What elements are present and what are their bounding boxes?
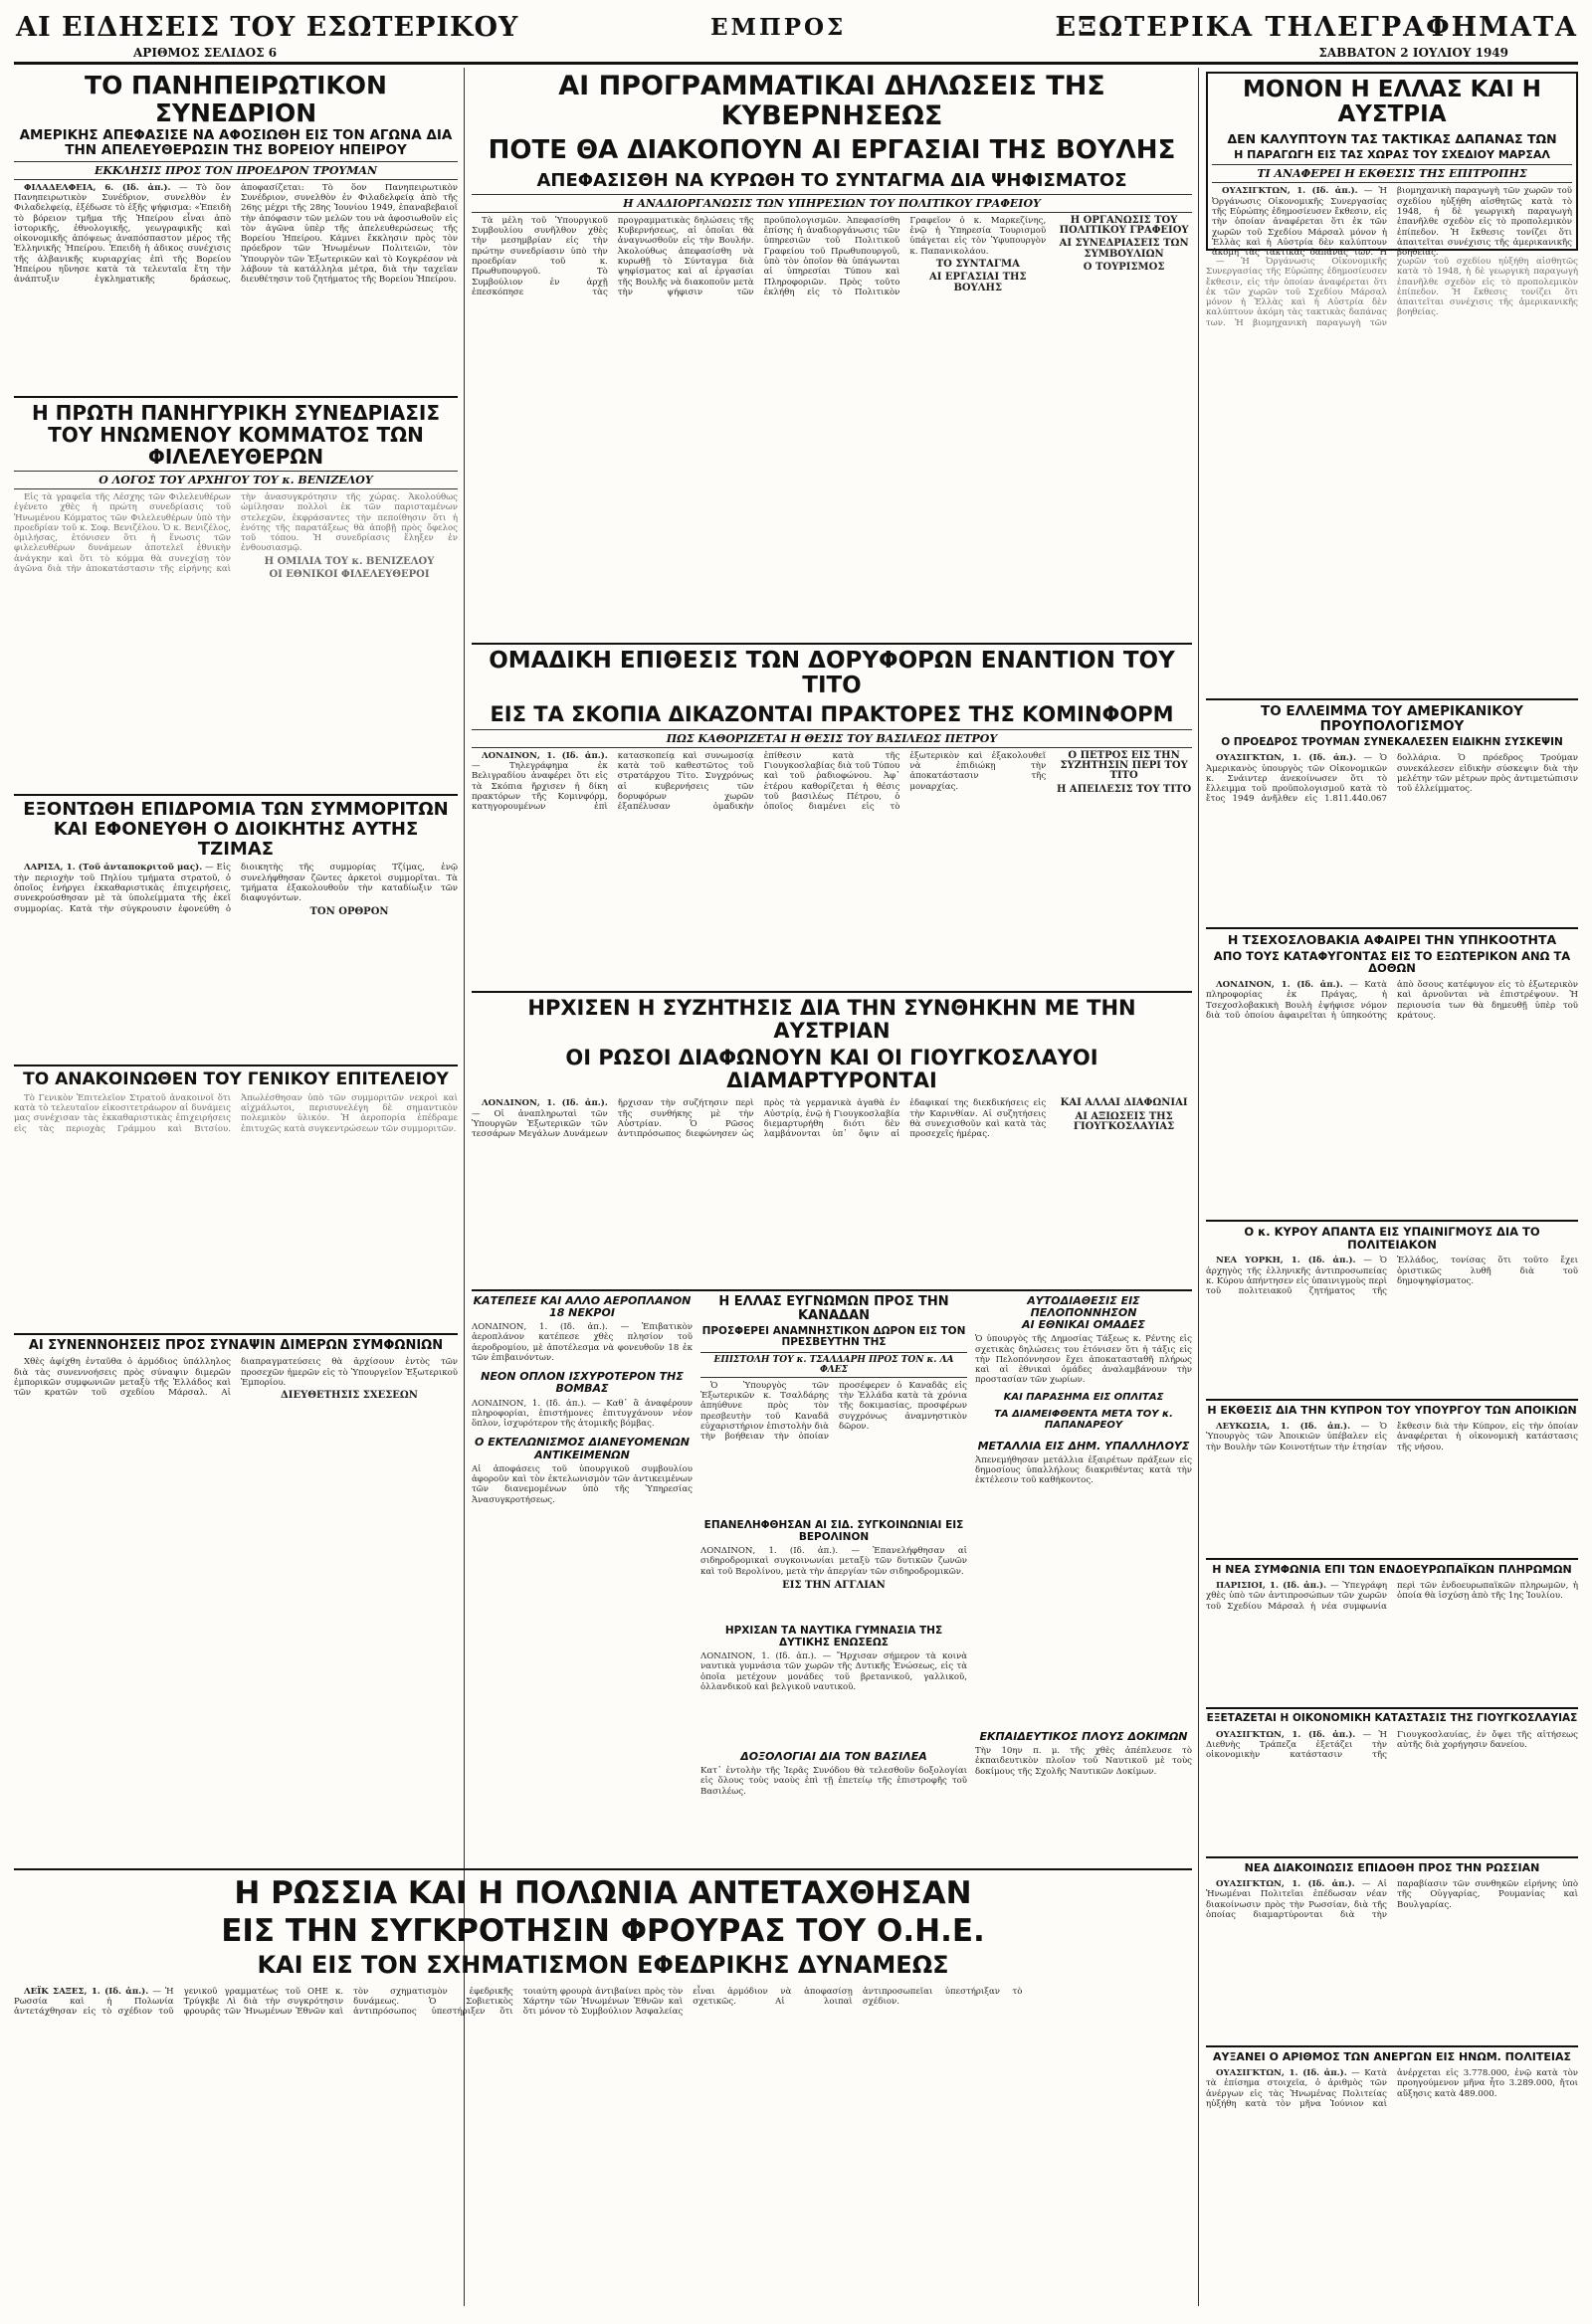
- body-text: ΛΟΝΔΙΝΟΝ, 1. (Ιδ. ἀπ.). — Ἐπανελήφθησαν αἱ σιδηροδρομικαὶ συγκοινωνίαι μεταξὺ τῶν δυτικῶν ζωνῶν καὶ τοῦ Βερολίνου, μετὰ τὴν ἀπεργίαν τῶν σιδηροδρομικῶν.: [700, 1546, 967, 1577]
- body-text: ΛΟΝΔΙΝΟΝ, 1. (Ιδ. ἀπ.). — Ἐπιβατικὸν ἀεροπλάνον κατέπεσε χθὲς πλησίον τοῦ ἀεροδρομίου, μὲ ἀποτέλεσμα νὰ φονευθοῦν 18 ἐκ τῶν ἐπιβαινόντων.: [472, 1322, 693, 1364]
- headline: ΗΡΧΙΣΕΝ Η ΣΥΖΗΤΗΣΙΣ ΔΙΑ ΤΗΝ ΣΥΝΘΗΚΗΝ ΜΕ ΤΗΝ ΑΥΣΤΡΙΑΝ: [527, 996, 1136, 1044]
- subheadline: ΕΙΣ ΤΗΝ ΣΥΓΚΡΟΤΗΣΙΝ ΦΡΟΥΡΑΣ ΤΟΥ Ο.Η.Ε.: [221, 1913, 985, 1950]
- subheadline: ΔΕΝ ΚΑΛΥΠΤΟΥΝ ΤΑΣ ΤΑΚΤΙΚΑΣ ΔΑΠΑΝΑΣ ΤΩΝ: [1227, 130, 1557, 146]
- article-cyprus: [1206, 1405, 1578, 1554]
- headline: ΤΟ ΠΑΝΗΠΕΙΡΩΤΙΚΟΝ ΣΥΝΕΔΡΙΟΝ: [85, 71, 387, 127]
- article-body: [1206, 2068, 1578, 2277]
- body-text: — Ἡ Ὀργάνωσις Οἰκονομικῆς Συνεργασίας τῆς Εὐρώπης ἐδημοσίευσεν ἔκθεσιν, εἰς τὴν ὁποίαν ἀναφέρεται ὅτι ἐκ τῶν χωρῶν τοῦ Σχεδίου Μάρσαλ μόνον ἡ Ἑλλὰς καὶ ἡ Αὐστρία δὲν καλύπτουν ἀκόμη τὰς τακτικὰς δαπάνας των. Ἡ βιομηχανικὴ παραγωγὴ τῶν χωρῶν τοῦ σχεδίου ηὐξήθη αἰσθητῶς κατὰ τὸ 1948, ἡ δὲ γεωργικὴ παραγωγὴ ἐπανῆλθε σχεδὸν εἰς τὸ προπολεμικὸν ἐπίπεδον. Ἡ ἔκθεσις τονίζει ὅτι ἀπαιτεῖται συνέχισις τῆς ἀμερικανικῆς βοηθείας.: [1206, 257, 1578, 328]
- headline: ΤΟ ΑΝΑΚΟΙΝΩΘΕΝ ΤΟΥ ΓΕΝΙΚΟΥ ΕΠΙΤΕΛΕΙΟΥ: [23, 1069, 449, 1089]
- divider: [14, 1065, 458, 1066]
- divider: [1206, 1707, 1578, 1709]
- article-body: [472, 216, 1192, 614]
- dateline: ΟΥΑΣΙΓΚΤΩΝ, 1. (Ιδ. ἀπ.).: [1216, 753, 1356, 764]
- kicker: Ο ΛΟΓΟΣ ΤΟΥ ΑΡΧΗΓΟΥ ΤΟΥ κ. ΒΕΝΙΖΕΛΟΥ: [14, 471, 458, 489]
- section-subhead: ΑΙ ΣΥΝΕΔΡΙΑΣΕΙΣ ΤΩΝ ΣΥΜΒΟΥΛΙΩΝ: [1059, 238, 1189, 260]
- section-subhead: ΟΙ ΕΘΝΙΚΟΙ ΦΙΛΕΛΕΥΘΕΡΟΙ: [269, 569, 430, 581]
- headline: ΑΥΞΑΝΕΙ Ο ΑΡΙΘΜΟΣ ΤΩΝ ΑΝΕΡΓΩΝ ΕΙΣ ΗΝΩΜ. ΠΟΛΙΤΕΙΑΣ: [1213, 2050, 1571, 2063]
- issue-date: ΣΑΒΒΑΤΟΝ 2 ΙΟΥΛΙΟΥ 1949: [1318, 46, 1508, 60]
- section-subhead: ΔΙΕΥΘΕΤΗΣΙΣ ΣΧΕΣΕΩΝ: [281, 1390, 418, 1402]
- headline: Η ΕΚΘΕΣΙΣ ΔΙΑ ΤΗΝ ΚΥΠΡΟΝ ΤΟΥ ΥΠΟΥΡΓΟΥ ΤΩΝ ΑΠΟΙΚΙΩΝ: [1207, 1404, 1577, 1417]
- article-body: [1206, 257, 1578, 684]
- article-body: [14, 183, 458, 422]
- body-text: Τὸ Γενικὸν Ἐπιτελεῖον Στρατοῦ ἀνακοινοῖ ὅτι κατὰ τὸ τελευταῖον εἰκοσιτετράωρον αἱ δυνάμεις μας συνέχισαν τὰς ἐκκαθαριστικὰς ἐπιχειρήσεις εἰς τὰς περιοχὰς Γράμμου καὶ Βιτσίου. Ἀπωλέσθησαν ὑπὸ τῶν συμμοριτῶν νεκροὶ καὶ αἰχμάλωτοι, περισυνελέγη δὲ σημαντικὸν πολεμικὸν ὑλικόν. Ἡ ἀεροπορία ἐπέδραμε ἐπιτυχῶς κατὰ συγκεντρώσεων τῶν συμμοριτῶν.: [14, 1092, 458, 1134]
- headline: ΑΙ ΣΥΝΕΝΝΟΗΣΕΙΣ ΠΡΟΣ ΣΥΝΑΨΙΝ ΔΙΜΕΡΩΝ ΣΥΜΦΩΝΙΩΝ: [28, 1338, 444, 1353]
- newspaper-name: ΕΜΠΡΟΣ: [710, 14, 847, 41]
- article-bandits: [14, 800, 458, 1061]
- body-text: — Τὸ ὅον Πανηπειρωτικὸν Συνέδριον, συνελθὸν ἐν Φιλαδελφείᾳ, ἐξέδωσε τὸ ἑξῆς ψήφισμα: «Ἐπειδὴ τὸ βόρειον τμῆμα τῆς Ἠπείρου εἶναι ἀπὸ ἱστορικῆς, ἐθνολογικῆς, γεωγραφικῆς καὶ οἰκονομικῆς ἀπόψεως ἀναπόσπαστον μέρος τῆς Ἑλληνικῆς Ἠπείρου. Ἐπειδὴ ἡ ἀδικος συνέχισις τῆς ἀλβανικῆς κυριαρχίας ἐπὶ τῆς Βορείου Ἠπείρου ηὔνησε κατὰ τὰ τελευταῖα ἔτη τὴν ἀνάπτυξιν ἐγκληματικῆς δράσεως, ἀποφασίζεται: Τὸ ὅον Πανηπειρωτικὸν Συνέδριον, συνελθὸν ἐν Φιλαδελφείᾳ ἀπὸ τῆς 26ης μέχρι τῆς 28ης Ἰουνίου 1949, ἐπαναβεβαιοῖ τὴν ἀπόφασιν τῶν μελῶν του νὰ ἀφοσιωθοῦν εἰς τὸν ἀγῶνα ὑπὲρ τῆς ἀπελευθερώσεως τῆς Βορείου Ἠπείρου. Κάμνει ἔκκλησιν πρὸς τὸν πρόεδρον τῶν Ἡνωμένων Πολιτειῶν, τὸν Ὑπουργὸν τῶν Ἐξωτερικῶν καὶ τὸ Κογκρέσον νὰ λάβουν τὰ κατάλληλα μέτρα, διὰ τὴν ταχεῖαν διευθέτησιν τοῦ ζητήματος τῆς Βορείου Ἠπείρου.: [14, 182, 458, 286]
- section-subhead: Η ΟΜΙΛΙΑ ΤΟΥ κ. ΒΕΝΙΖΕΛΟΥ: [264, 555, 435, 567]
- body-text: Τὴν 10ην π. μ. τῆς χθὲς ἀπέπλευσε τὸ ἐκπαιδευτικὸν πλοῖον τοῦ Ναυτικοῦ μὲ τοὺς δοκίμους τῆς Σχολῆς Ναυτικῶν Δοκίμων.: [975, 1746, 1192, 1777]
- subheadline: ΠΟΤΕ ΘΑ ΔΙΑΚΟΠΟΥΝ ΑΙ ΕΡΓΑΣΙΑΙ ΤΗΣ ΒΟΥΛΗΣ: [488, 135, 1176, 166]
- article-kyrou: [1206, 1226, 1578, 1395]
- article-czechoslovakia: [1206, 933, 1578, 1216]
- subheadline: ΟΙ ΡΩΣΟΙ ΔΙΑΦΩΝΟΥΝ ΚΑΙ ΟΙ ΓΙΟΥΓΚΟΣΛΑΥΟΙ ΔΙΑΜΑΡΤΥΡΟΝΤΑΙ: [565, 1046, 1098, 1093]
- divider: [472, 643, 1192, 645]
- kicker: ΠΩΣ ΚΑΘΟΡΙΖΕΤΑΙ Η ΘΕΣΙΣ ΤΟΥ ΒΑΣΙΛΕΩΣ ΠΕΤΡΟΥ: [472, 729, 1192, 748]
- article-tito: [472, 649, 1192, 987]
- kicker: ΕΚΚΛΗΣΙΣ ΠΡΟΣ ΤΟΝ ΠΡΟΕΔΡΟΝ ΤΡΟΥΜΑΝ: [14, 161, 458, 180]
- subheadline: Η ΠΑΡΑΓΩΓΗ ΕΙΣ ΤΑΣ ΧΩΡΑΣ ΤΟΥ ΣΧΕΔΙΟΥ ΜΑΡΣΑΛ: [1234, 148, 1550, 162]
- dateline: ΛΟΝΔΙΝΟΝ, 1. (Ιδ. ἀπ.).: [482, 1098, 608, 1109]
- headline: ΜΟΝΟΝ Η ΕΛΛΑΣ ΚΑΙ Η ΑΥΣΤΡΙΑ: [1242, 77, 1542, 128]
- section-subhead: ΕΙΣ ΤΗΝ ΑΓΓΛΙΑΝ: [782, 1579, 886, 1591]
- body-text: ΛΟΝΔΙΝΟΝ, 1. (Ιδ. ἀπ.). — Ἤρχισαν σήμερον τὰ κοινὰ ναυτικὰ γυμνάσια τῶν χωρῶν τῆς Δυτικῆς Ἑνώσεως, εἰς τὰ ὁποῖα μετέχουν μονάδες τοῦ βρετανικοῦ, γαλλικοῦ, ὁλλανδικοῦ καὶ βελγικοῦ ναυτικοῦ.: [700, 1651, 967, 1692]
- headline: Η ΠΡΩΤΗ ΠΑΝΗΓΥΡΙΚΗ ΣΥΝΕΔΡΙΑΣΙΣ ΤΟΥ ΗΝΩΜΕΝΟΥ ΚΟΜΜΑΤΟΣ ΤΩΝ ΦΙΛΕΛΕΥΘΕΡΩΝ: [31, 401, 441, 469]
- headline: ΝΕΟΝ ΟΠΛΟΝ ΙΣΧΥΡΟΤΕΡΟΝ ΤΗΣ ΒΟΜΒΑΣ: [481, 1370, 684, 1396]
- section-subhead: Η ΟΡΓΑΝΩΣΙΣ ΤΟΥ ΠΟΛΙΤΙΚΟΥ ΓΡΑΦΕΙΟΥ: [1059, 214, 1189, 237]
- dateline: ΟΥΑΣΙΓΚΤΩΝ, 1. (Ιδ. ἀπ.).: [1216, 2068, 1347, 2079]
- section-subhead: Ο ΤΟΥΡΙΣΜΟΣ: [1083, 261, 1165, 273]
- article-body: [1206, 1879, 1578, 2033]
- article-epirus-congress: [14, 72, 458, 392]
- section-subhead: ΑΙ ΑΞΙΩΣΕΙΣ ΤΗΣ ΓΙΟΥΓΚΟΣΛΑΥΙΑΣ: [1073, 1110, 1175, 1132]
- article-austria-treaty: [472, 997, 1192, 1285]
- article-body: [14, 1987, 1192, 2285]
- headline: ΑΙ ΠΡΟΓΡΑΜΜΑΤΙΚΑΙ ΔΗΛΩΣΕΙΣ ΤΗΣ ΚΥΒΕΡΝΗΣΕΩΣ: [558, 71, 1105, 131]
- article-body: [1206, 1730, 1578, 1843]
- divider: [472, 1289, 1192, 1291]
- dateline: ΟΥΑΣΙΓΚΤΩΝ, 1. (Ιδ. ἀπ.).: [1216, 1729, 1356, 1740]
- divider: [14, 1333, 458, 1335]
- masthead: [14, 12, 1578, 60]
- section-title-domestic: ΑΙ ΕΙΔΗΣΕΙΣ ΤΟΥ ΕΣΩΤΕΡΙΚΟΥ: [16, 12, 519, 43]
- body-text: — Ἡ Ὀργάνωσις Οἰκονομικῆς Συνεργασίας τῆς Εὐρώπης ἐδημοσίευσεν ἔκθεσιν, εἰς τὴν ὁποίαν ἀναφέρεται ὅτι ἐκ τῶν χωρῶν τοῦ Σχεδίου Μάρσαλ μόνον ἡ Ἑλλὰς καὶ ἡ Αὐστρία δὲν καλύπτουν ἀκόμη τὰς τακτικὰς δαπάνας των. Ἡ βιομηχανικὴ παραγωγὴ τῶν χωρῶν τοῦ σχεδίου ηὐξήθη αἰσθητῶς κατὰ τὸ 1948, ἡ δὲ γεωργικὴ παραγωγὴ ἐπανῆλθε σχεδὸν εἰς τὸ προπολεμικὸν ἐπίπεδον. Ἡ ἔκθεσις τονίζει ὅτι ἀπαιτεῖται συνέχισις τῆς ἀμερικανικῆς βοηθείας.: [1212, 186, 1572, 259]
- dateline: ΠΑΡΙΣΙΟΙ, 1. (Ιδ. ἀπ.).: [1216, 1581, 1327, 1592]
- body-text: — Ὑπεγράφη χθὲς ὑπὸ τῶν ἀντιπροσώπων τῶν χωρῶν τοῦ Σχεδίου Μάρσαλ ἡ νέα συμφωνία περὶ τῶν ἐνδοευρωπαϊκῶν πληρωμῶν, ἡ ὁποία θὰ ἰσχύσῃ ἀπὸ τῆς 1ης Ἰουλίου.: [1206, 1581, 1578, 1612]
- article-payments: [1206, 1564, 1578, 1703]
- section-subhead: Ο ΠΕΤΡΟΣ ΕΙΣ ΤΗΝ ΣΥΖΗΤΗΣΙΝ ΠΕΡΙ ΤΟΥ ΤΙΤΟ: [1060, 749, 1188, 782]
- kicker: ΕΠΙΣΤΟΛΗ ΤΟΥ κ. ΤΣΑΛΔΑΡΗ ΠΡΟΣ ΤΟΝ κ. ΛΑ ΦΛΕΣ: [700, 1352, 967, 1378]
- article-bilateral-agreements: [14, 1339, 458, 1552]
- headline: ΑΥΤΟΔΙΑΘΕΣΙΣ ΕΙΣ ΠΕΛΟΠΟΝΝΗΣΟΝ: [1027, 1294, 1140, 1320]
- dateline: ΟΥΑΣΙΓΚΤΩΝ, 1. (Ιδ. ἀπ.).: [1222, 186, 1358, 197]
- subheadline: ΤΑ ΔΙΑΜΕΙΦΘΕΝΤΑ ΜΕΤΑ ΤΟΥ κ. ΠΑΠΑΝΑΡΕΟΥ: [994, 1408, 1173, 1431]
- body-text: — Τηλεγράφημα ἐκ Βελιγραδίου ἀναφέρει ὅτι εἰς τὰ Σκόπια ἤρχισεν ἡ δίκη πρακτόρων τῆς Κομινφόρμ, κατηγορουμένων ἐπὶ κατασκοπείᾳ καὶ συνωμοσίᾳ κατὰ τοῦ καθεστῶτος τοῦ στρατάρχου Τίτο. Συγχρόνως αἱ κυβερνήσεις τῶν δορυφόρων χωρῶν ἐξαπέλυσαν ὁμαδικὴν ἐπίθεσιν κατὰ τῆς Γιουγκοσλαβίας διὰ τοῦ Τύπου καὶ τοῦ ῥαδιοφώνου. Ἀφ᾽ ἑτέρου καθορίζεται ἡ θέσις τοῦ βασιλέως Πέτρου, ὁ ὁποῖος διαμένει εἰς τὸ ἐξωτερικὸν καὶ ἐξακολουθεῖ νὰ ἐπιδιώκῃ τὴν ἀποκατάστασιν τῆς μοναρχίας.: [472, 750, 1047, 813]
- article-liberal-party: [14, 402, 458, 790]
- headline: ΤΟ ΕΛΛΕΙΜΜΑ ΤΟΥ ΑΜΕΡΙΚΑΝΙΚΟΥ ΠΡΟΥΠΟΛΟΓΙΣΜΟΥ: [1261, 703, 1523, 734]
- subheadline: ΑΠΕΦΑΣΙΣΘΗ ΝΑ ΚΥΡΩΘΗ ΤΟ ΣΥΝΤΑΓΜΑ ΔΙΑ ΨΗΦΙΣΜΑΤΟΣ: [536, 169, 1127, 191]
- kicker: Η ΑΝΑΔΙΟΡΓΑΝΩΣΙΣ ΤΩΝ ΥΠΗΡΕΣΙΩΝ ΤΟΥ ΠΟΛΙΤΙΚΟΥ ΓΡΑΦΕΙΟΥ: [472, 194, 1192, 213]
- subheadline: Ο ΠΡΟΕΔΡΟΣ ΤΡΟΥΜΑΝ ΣΥΝΕΚΑΛΕΣΕΝ ΕΙΔΙΚΗΝ ΣΥΣΚΕΨΙΝ: [1221, 735, 1563, 748]
- article-berlin-rail: [700, 1520, 967, 1620]
- dateline: ΛΟΝΔΙΝΟΝ, 1. (Ιδ. ἀπ.).: [482, 750, 608, 761]
- headline: ΚΑΤΕΠΕΣΕ ΚΑΙ ΑΛΛΟ ΑΕΡΟΠΛΑΝΟΝ: [473, 1294, 692, 1307]
- divider: [1206, 1220, 1578, 1222]
- divider: [14, 396, 458, 398]
- section-title-foreign: ΕΞΩΤΕΡΙΚΑ ΤΗΛΕΓΡΑΦΗΜΑΤΑ: [1055, 12, 1578, 43]
- article-note-to-russia: [1206, 1862, 1578, 2041]
- body-text: Χθὲς ἀφίχθη ἐνταῦθα ὁ ἁρμόδιος ὑπάλληλος διὰ τὰς συνεννοήσεις πρὸς σύναψιν διμερῶν ἐμπορικῶν συμφωνιῶν μεταξὺ τῆς Ἑλλάδος καὶ τῶν κρατῶν τοῦ σχεδίου Μάρσαλ. Αἱ διαπραγματεύσεις θὰ ἀρχίσουν ἐντὸς τῶν προσεχῶν ἡμερῶν εἰς τὸ Ὑπουργεῖον Ἐξωτερικοῦ Ἐμπορίου.: [14, 1357, 458, 1399]
- page-number: ΑΡΙΘΜΟΣ ΣΕΛΙΔΟΣ 6: [133, 46, 278, 60]
- article-body: [1206, 980, 1578, 1219]
- dateline: ΛΕΥΚΩΣΙΑ, 1. (Ιδ. ἀπ.).: [1216, 1422, 1351, 1433]
- section-subhead: ΤΟ ΣΥΝΤΑΓΜΑ: [935, 258, 1020, 270]
- article-body: [14, 863, 458, 1071]
- headline: Ο ΕΚΤΕΛΩΝΙΣΜΟΣ ΔΙΑΝΕΥΟΜΕΝΩΝ ΑΝΤΙΚΕΙΜΕΝΩΝ: [475, 1436, 690, 1461]
- article-cadets-voyage: [975, 1731, 1192, 1862]
- subheadline: ΠΡΟΣΦΕΡΕΙ ΑΝΑΜΝΗΣΤΙΚΟΝ ΔΩΡΟΝ ΕΙΣ ΤΟΝ ΠΡΕΣΒΕΥΤΗΝ ΤΗΣ: [701, 1324, 966, 1349]
- headline: Η ΕΛΛΑΣ ΕΥΓΝΩΜΩΝ ΠΡΟΣ ΤΗΝ ΚΑΝΑΔΑΝ: [718, 1294, 949, 1324]
- article-naval-exercises: [700, 1626, 967, 1745]
- headline: ΟΜΑΔΙΚΗ ΕΠΙΘΕΣΙΣ ΤΩΝ ΔΟΡΥΦΟΡΩΝ ΕΝΑΝΤΙΟΝ ΤΟΥ ΤΙΤΟ: [489, 648, 1175, 699]
- divider: [1206, 1558, 1578, 1560]
- article-body: [14, 1093, 458, 1316]
- body-text: Αἱ ἀποφάσεις τοῦ ὑπουργικοῦ συμβουλίου ἀφοροῦν καὶ τὸν ἐκτελωνισμὸν τῶν ἀντικειμένων τῶν διανεμομένων ὑπὸ τῆς Ὑπηρεσίας Ἀνασυγκροτήσεως.: [472, 1463, 693, 1505]
- body-text: — Κατὰ τὰ ἐπίσημα στοιχεῖα, ὁ ἀριθμὸς τῶν ἀνέργων εἰς τὰς Ἡνωμένας Πολιτείας ηὐξήθη κατὰ τὸν μῆνα Ἰούνιον καὶ ἀνέρχεται εἰς 3.778.000, ἐνῷ κατὰ τὸν προηγούμενον μῆνα ἦτο 3.289.000, ἤτοι αὔξησις κατὰ 489.000.: [1206, 2068, 1578, 2109]
- divider: [1206, 698, 1578, 700]
- article-marshall-plan: [1206, 72, 1578, 259]
- body-text: — Εἰς τὴν περιοχὴν τοῦ Πηλίου τμήματα στρατοῦ, ὁ ὁποῖος ἐνήργει ἐκκαθαριστικὰς ἐπιχειρήσεις, συνεκρούσθησαν μὲ τὰ ὑπολείμματα τῆς ἐκεῖ συμμορίας. Κατὰ τὴν σύγκρουσιν ἐφονεύθη ὁ διοικητὴς τῆς συμμορίας Τζίμας, ἐνῷ συνελήφθησαν ζῶντες ἀρκετοὶ συμμορῖται. Τὰ τμήματα ἐξακολουθοῦν τὴν καταδίωξιν τῶν διαφυγόντων.: [14, 863, 458, 914]
- headline: ΝΕΑ ΔΙΑΚΟΙΝΩΣΙΣ ΕΠΙΔΟΘΗ ΠΡΟΣ ΤΗΝ ΡΩΣΣΙΑΝ: [1244, 1861, 1540, 1874]
- article-unemployment: [1206, 2051, 1578, 2290]
- newspaper-page: [14, 12, 1578, 2312]
- divider: [472, 991, 1192, 993]
- body-text: ΛΟΝΔΙΝΟΝ, 1. (Ιδ. ἀπ.). — Καθ᾽ ἃ ἀναφέρουν πληροφορίαι, ἐπιστήμονες ἐπιτυγχάνουν νέον ὅπλον, ἰσχυρότερον τῆς ἀτομικῆς βόμβας.: [472, 1398, 693, 1430]
- article-canada: [700, 1295, 967, 1514]
- dateline: ΛΟΝΔΙΝΟΝ, 1. (Ιδ. ἀπ.).: [1216, 980, 1343, 991]
- article-body: [1206, 1581, 1578, 1694]
- kicker: ΤΙ ΑΝΑΦΕΡΕΙ Η ΕΚΘΕΣΙΣ ΤΗΣ ΕΠΙΤΡΟΠΗΣ: [1212, 164, 1572, 183]
- headline: ΕΠΑΝΕΛΗΦΘΗΣΑΝ ΑΙ ΣΙΔ. ΣΥΓΚΟΙΝΩΝΙΑΙ ΕΙΣ ΒΕΡΟΛΙΝΟΝ: [703, 1519, 964, 1543]
- body-text: — Ὁ ἀρχηγὸς τῆς ἑλληνικῆς ἀντιπροσωπείας κ. Κύρου ἀπήντησεν εἰς ὑπαινιγμοὺς περὶ τοῦ πολιτειακοῦ ζητήματος τῆς Ἑλλάδος, τονίσας ὅτι τοῦτο ἔχει ὁριστικῶς λυθῆ διὰ τοῦ δημοψηφίσματος.: [1206, 1256, 1578, 1297]
- dateline: ΛΑΡΙΣΑ, 1. (Τοῦ ἀνταποκριτοῦ μας).: [24, 863, 203, 873]
- column-divider: [1198, 68, 1199, 2306]
- article-body: [472, 751, 1192, 1000]
- headline: Η ΝΕΑ ΣΥΜΦΩΝΙΑ ΕΠΙ ΤΩΝ ΕΝΔΟΕΥΡΩΠΑΪΚΩΝ ΠΛΗΡΩΜΩΝ: [1212, 1563, 1572, 1576]
- body-text: Ὁ ὑπουργὸς τῆς Δημοσίας Τάξεως κ. Ρέντης εἰς σχετικὰς δηλώσεις του ἐτόνισεν ὅτι ἡ τάξις εἰς τὴν Πελοπόννησον ἔχει ἀποκατασταθῆ πλήρως καὶ αἱ ἐθνικαὶ ὁμάδες ἀναλαμβάνουν τὴν προστασίαν τῶν χωρίων.: [975, 1334, 1192, 1386]
- article-body: [1206, 753, 1578, 922]
- headline: Η ΡΩΣΣΙΑ ΚΑΙ Η ΠΟΛΩΝΙΑ ΑΝΤΕΤΑΧΘΗΣΑΝ: [234, 1875, 972, 1911]
- article-body: [14, 1357, 458, 1546]
- headline: Η ΤΣΕΧΟΣΛΟΒΑΚΙΑ ΑΦΑΙΡΕΙ ΤΗΝ ΥΠΗΚΟΟΤΗΤΑ: [1227, 932, 1557, 947]
- divider: [1206, 2045, 1578, 2047]
- headline: ΕΞΕΤΑΖΕΤΑΙ Η ΟΙΚΟΝΟΜΙΚΗ ΚΑΤΑΣΤΑΣΙΣ ΤΗΣ ΓΙΟΥΓΚΟΣΛΑΥΙΑΣ: [1206, 1712, 1578, 1724]
- body-text: — Αἱ Ἡνωμέναι Πολιτεῖαι ἐπέδωσαν νέαν διακοίνωσιν πρὸς τὴν Ρωσσίαν, διὰ τῆς ὁποίας διαμαρτύρονται διὰ τὴν παραβίασιν τῶν συνθηκῶν εἰρήνης ὑπὸ τῆς Οὐγγαρίας, Ρουμανίας καὶ Βουλγαρίας.: [1206, 1879, 1578, 1920]
- headline: Ο κ. ΚΥΡΟΥ ΑΠΑΝΤΑ ΕΙΣ ΥΠΑΙΝΙΓΜΟΥΣ ΔΙΑ ΤΟ ΠΟΛΙΤΕΙΑΚΟΝ: [1244, 1225, 1540, 1252]
- divider: [1206, 1856, 1578, 1858]
- headline: ΗΡΧΙΣΑΝ ΤΑ ΝΑΥΤΙΚΑ ΓΥΜΝΑΣΙΑ ΤΗΣ ΔΥΤΙΚΗΣ ΕΝΩΣΕΩΣ: [724, 1625, 943, 1648]
- divider: [14, 794, 458, 796]
- body-text: — Κατὰ πληροφορίας ἐκ Πράγας, ἡ Τσεχοσλοβακικὴ Βουλὴ ἐψήφισε νόμον διὰ τοῦ ὁποίου ἀφαιρεῖται ἡ ὑπηκοότης ἀπὸ ὅσους κατέφυγον εἰς τὸ ἐξωτερικὸν καὶ ἀρνοῦνται νὰ ἐπιστρέψουν. Ἡ περιουσία των θὰ δημευθῇ ὑπὲρ τοῦ κράτους.: [1206, 980, 1578, 1021]
- section-subhead: Η ΑΠΕΙΛΕΣΙΣ ΤΟΥ ΤΙΤΟ: [1057, 783, 1192, 795]
- section-subhead: ΑΙ ΕΡΓΑΣΙΑΙ ΤΗΣ ΒΟΥΛΗΣ: [929, 272, 1027, 293]
- article-body: [700, 1381, 967, 1530]
- article-marshall-plan-body: [1206, 257, 1578, 694]
- headline: ΔΟΞΟΛΟΓΙΑΙ ΔΙΑ ΤΟΝ ΒΑΣΙΛΕΑ: [740, 1750, 927, 1763]
- article-body: [1206, 1256, 1578, 1395]
- body-text: Ἀπενεμήθησαν μετάλλια ἐξαιρέτων πράξεων εἰς δημοσίους ὑπαλλήλους διακριθέντας κατὰ τὴν ἐκτέλεσιν τοῦ καθήκοντος.: [975, 1454, 1192, 1486]
- divider: [1206, 927, 1578, 929]
- headline: ΕΞΟΝΤΩΘΗ ΕΠΙΔΡΟΜΙΑ ΤΩΝ ΣΥΜΜΟΡΙΤΩΝ ΚΑΙ ΕΦΟΝΕΥΘΗ Ο ΔΙΟΙΚΗΤΗΣ ΑΥΤΗΣ ΤΖΙΜΑΣ: [23, 799, 449, 860]
- body-text: — Ἡ Διεθνὴς Τράπεζα ἐξετάζει τὴν οἰκονομικὴν κατάστασιν τῆς Γιουγκοσλαυίας, ἐν ὄψει τῆς αἰτήσεως αὐτῆς διὰ χορήγησιν δανείου.: [1206, 1729, 1578, 1761]
- article-general-staff: [14, 1070, 458, 1329]
- small-items-stack: [472, 1295, 693, 1693]
- article-body: [1206, 1422, 1578, 1545]
- body-text: Ὁ Ὑπουργὸς τῶν Ἐξωτερικῶν κ. Τσαλδάρης ἀπηύθυνε πρὸς τὸν πρεσβευτὴν τοῦ Καναδᾶ εὐχαριστήριον ἐπιστολὴν διὰ τὴν βοήθειαν τὴν ὁποίαν προσέφερεν ὁ Καναδᾶς εἰς τὴν Ἑλλάδα κατὰ τὰ χρόνια τῆς δοκιμασίας, προσφέρων συγχρόνως ἀναμνηστικὸν δῶρον.: [700, 1380, 967, 1443]
- body-text: Τὰ μέλη τοῦ Ὑπουργικοῦ Συμβουλίου συνῆλθον χθὲς τὴν μεσημβρίαν εἰς τὴν πρώτην συνεδρίασιν ὑπὸ τὴν προεδρίαν τοῦ κ. Πρωθυπουργοῦ. Τὸ Συμβούλιον ἐν ἀρχῇ ἐπεσκόπησε τὰς προγραμματικὰς δηλώσεις τῆς Κυβερνήσεως, αἱ ὁποῖαι θὰ ἀναγνωσθοῦν εἰς τὴν Βουλήν. Ἀκολούθως ἀπεφασίσθη νὰ κυρωθῇ τὸ Σύνταγμα διὰ ψηφίσματος καὶ αἱ ἐργασίαι τῆς Βουλῆς νὰ διακοποῦν μετὰ τὴν ψήφισιν τῶν προϋπολογισμῶν. Ἀπεφασίσθη ἐπίσης ἡ ἀναδιοργάνωσις τῶν ὑπηρεσιῶν τοῦ Πολιτικοῦ Γραφείου τοῦ Πρωθυπουργοῦ, ὑπὸ τὸν ὁποῖον θὰ ὑπάγωνται αἱ ὑπηρεσίαι Τύπου καὶ Πληροφοριῶν. Πρὸς τοῦτο ἐκλήθη εἰς τὸ Πολιτικὸν Γραφεῖον ὁ κ. Μαρκεζίνης, ἐνῷ ἡ Ὑπηρεσία Τουρισμοῦ ὑπάγεται εἰς τὸν Ὑφυπουργὸν κ. Παπανικολάου.: [472, 215, 1047, 297]
- subheadline: ΚΑΙ ΕΙΣ ΤΟΝ ΣΧΗΜΑΤΙΣΜΟΝ ΕΦΕΔΡΙΚΗΣ ΔΥΝΑΜΕΩΣ: [257, 1951, 949, 1980]
- section-subhead: ΚΑΙ ΑΛΛΑΙ ΔΙΑΦΩΝΙΑΙ: [1060, 1097, 1188, 1109]
- dateline: ΛΕΪΚ ΣΑΞΕΣ, 1. (Ιδ. ἀπ.).: [24, 1986, 149, 1997]
- subheadline: ΑΙ ΕΘΝΙΚΑΙ ΟΜΑΔΕΣ: [1022, 1318, 1145, 1332]
- section-subhead: ΤΟΝ ΟΡΘΡΟΝ: [309, 905, 389, 917]
- subheadline: ΑΜΕΡΙΚΗΣ ΑΠΕΦΑΣΙΣΕ ΝΑ ΑΦΟΣΙΩΘΗ ΕΙΣ ΤΟΝ ΑΓΩΝΑ ΔΙΑ ΤΗΝ ΑΠΕΛΕΥΘΕΡΩΣΙΝ ΤΗΣ ΒΟΡΕΙΟΥ ΗΠΕΙΡΟΥ: [19, 127, 453, 158]
- article-us-budget: [1206, 704, 1578, 923]
- subheadline: ΕΙΣ ΤΑ ΣΚΟΠΙΑ ΔΙΚΑΖΟΝΤΑΙ ΠΡΑΚΤΟΡΕΣ ΤΗΣ ΚΟΜΙΝΦΟΡΜ: [490, 701, 1174, 726]
- article-yugoslav-economy: [1206, 1713, 1578, 1852]
- body-text: — Ὁ Ἀμερικανὸς ὑπουργὸς τῶν Οἰκονομικῶν κ. Σνάιντερ ἀνεκοίνωσεν ὅτι τὸ ἔλλειμμα τοῦ προϋπολογισμοῦ κατὰ τὸ ἔτος 1949 ἀνῆλθεν εἰς 1.811.440.067 δολλάρια. Ὁ πρόεδρος Τρούμαν συνεκάλεσεν εἰδικὴν σύσκεψιν διὰ τὴν μελέτην τῶν μέτρων πρὸς ἀντιμετώπισιν τοῦ ἐλλείμματος.: [1206, 753, 1578, 805]
- dateline: ΟΥΑΣΙΓΚΤΩΝ, 1. (Ιδ. ἀπ.).: [1216, 1879, 1355, 1890]
- body-text: — Οἱ ἀναπληρωταὶ τῶν Ὑπουργῶν Ἐξωτερικῶν τῶν τεσσάρων Μεγάλων Δυνάμεων ἤρχισαν τὴν συζήτησιν περὶ τῆς συνθήκης μὲ τὴν Αὐστρίαν. Ὁ Ρῶσος ἀντιπρόσωπος διεφώνησεν ὡς πρὸς τὰ γερμανικὰ ἀγαθὰ ἐν Αὐστρίᾳ, ἐνῷ ἡ Γιουγκοσλαβία διεμαρτυρήθη διότι δὲν λαμβάνονται ὑπ᾽ ὄψιν αἱ ἐδαφικαί της διεκδικήσεις εἰς τὴν Καρινθίαν. Αἱ συζητήσεις θὰ συνεχισθοῦν καὶ κατὰ τὰς προσεχεῖς ἡμέρας.: [472, 1098, 1047, 1140]
- divider: [1206, 1399, 1578, 1401]
- article-government-program: [472, 72, 1192, 639]
- article-doxologies: [700, 1751, 967, 1862]
- dateline: ΝΕΑ ΥΟΡΚΗ, 1. (Ιδ. ἀπ.).: [1216, 1256, 1356, 1266]
- subheadline: ΑΠΟ ΤΟΥΣ ΚΑΤΑΦΥΓΟΝΤΑΣ ΕΙΣ ΤΟ ΕΞΩΤΕΡΙΚΟΝ ΑΝΩ ΤΑ ΔΟΘΩΝ: [1213, 948, 1571, 976]
- body-text: Εἰς τὰ γραφεῖα τῆς Λέσχης τῶν Φιλελευθέρων ἐγένετο χθὲς ἡ πρώτη συνεδρίασις τοῦ Ἡνωμένου Κόμματος τῶν Φιλελευθέρων ὑπὸ τὴν προεδρίαν τοῦ κ. Σοφ. Βενιζέλου. Ὁ κ. Βενιζέλος, ὁμιλήσας, ἐτόνισεν ὅτι ἡ ἕνωσις τῶν φιλελευθέρων δυνάμεων ἀποτελεῖ ἐθνικὴν ἀνάγκην καὶ ὅτι τὸ κόμμα θὰ συνεχίσῃ τὸν ἀγῶνα διὰ τὴν ἀποκατάστασιν τῆς εἰρήνης καὶ τὴν ἀνασυγκρότησιν τῆς χώρας. Ἀκολούθως ὡμίλησαν πολλοὶ ἐκ τῶν παρισταμένων στελεχῶν, ἐκφράσαντες τὴν πεποίθησιν ὅτι ἡ ἑνότης τῆς παρατάξεως θὰ ἀποβῇ πρὸς ὄφελος τοῦ τόπου. Ἡ συνεδρίασις ἔληξεν ἐν ἐνθουσιασμῷ.: [14, 492, 458, 575]
- article-body: [472, 1097, 1192, 1320]
- subheadline: ΚΑΙ ΠΑΡΑΣΗΜΑ ΕΙΣ ΟΠΛΙΤΑΣ: [1003, 1391, 1164, 1403]
- body-text: — Ἡ Ρωσσία καὶ ἡ Πολωνία ἀντετάχθησαν εἰς τὸ σχέδιον τοῦ γενικοῦ γραμματέως τοῦ ΟΗΕ κ. Τρύγκβε Λὶ διὰ τὴν συγκρότησιν φρουρᾶς τῶν Ἡνωμένων Ἐθνῶν καὶ τὸν σχηματισμὸν ἐφεδρικῆς δυνάμεως. Ὁ Σοβιετικὸς ἀντιπρόσωπος ὑπεστήριξεν ὅτι τοιαύτη φρουρὰ ἀντιβαίνει πρὸς τὸν Χάρτην τῶν Ἡνωμένων Ἐθνῶν καὶ ὅτι μόνον τὸ Συμβούλιον Ἀσφαλείας εἶναι ἁρμόδιον νὰ ἀποφασίσῃ σχετικῶς. Αἱ λοιπαὶ ἀντιπροσωπεῖαι ὑπεστήριξαν τὸ σχέδιον.: [14, 1986, 1023, 2018]
- article-un-guard: [14, 1876, 1192, 2310]
- article-peloponnese: [975, 1295, 1192, 1723]
- article-body: [14, 492, 458, 821]
- headline: ΕΚΠΑΙΔΕΥΤΙΚΟΣ ΠΛΟΥΣ ΔΟΚΙΜΩΝ: [979, 1730, 1188, 1743]
- divider: [14, 1868, 1192, 1870]
- subheadline: 18 ΝΕΚΡΟΙ: [549, 1306, 615, 1320]
- headline: ΜΕΤΑΛΛΙΑ ΕΙΣ ΔΗΜ. ΥΠΑΛΛΗΛΟΥΣ: [977, 1439, 1190, 1452]
- body-text: Κατ᾽ ἐντολὴν τῆς Ἱερᾶς Συνόδου θὰ τελεσθοῦν δοξολογίαι εἰς ὅλους τοὺς ναοὺς ἐπὶ τῇ ἐπετείῳ τῆς ἐπιστροφῆς τοῦ Βασιλέως.: [700, 1766, 967, 1797]
- masthead-rule: [14, 62, 1578, 65]
- dateline: ΦΙΛΑΔΕΛΦΕΙΑ, 6. (Ιδ. ἀπ.).: [24, 182, 171, 193]
- body-text: — Ὁ Ὑπουργὸς τῶν Ἀποικιῶν ὑπέβαλεν εἰς τὴν Βουλὴν τῶν Κοινοτήτων τὴν ἐτησίαν ἔκθεσιν διὰ τὴν Κύπρον, εἰς τὴν ὁποίαν ἀναφέρεται ἡ οἰκονομικὴ κατάστασις τῆς νήσου.: [1206, 1422, 1578, 1452]
